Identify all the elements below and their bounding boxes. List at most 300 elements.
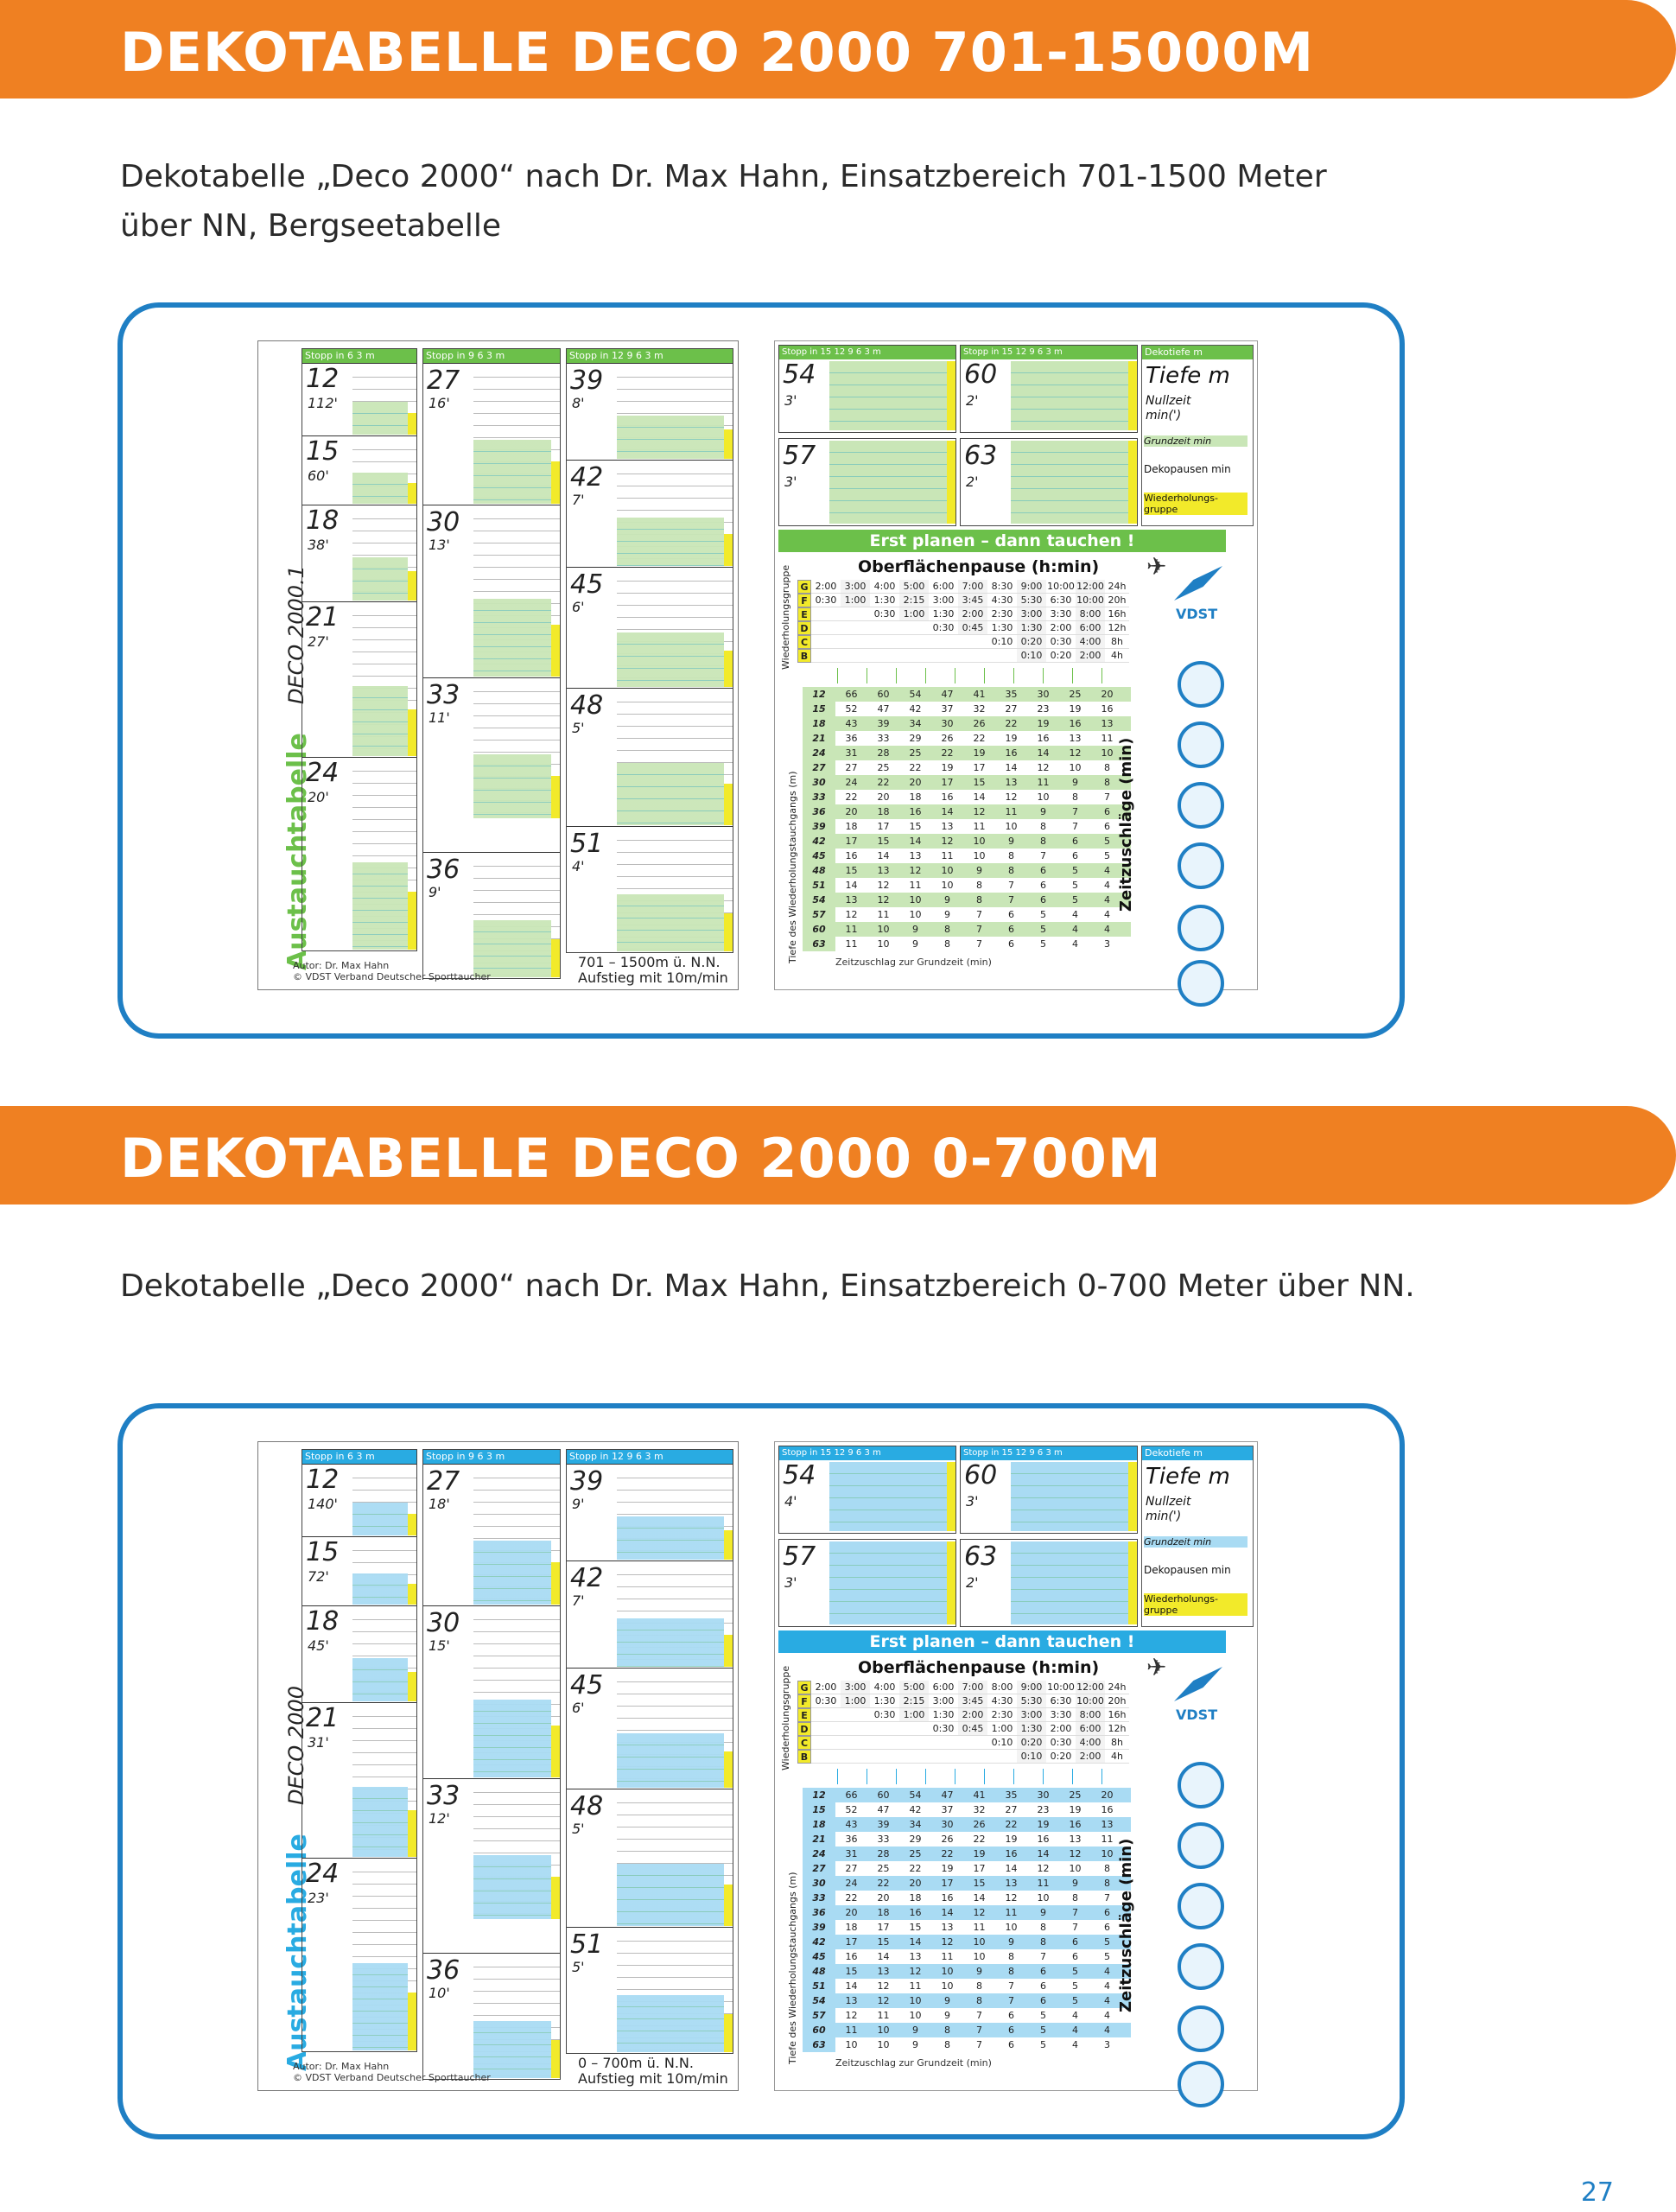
surface-time-cell: 1:30 (929, 607, 958, 621)
time-surcharge-cell: 60 (877, 689, 890, 700)
depth-block (567, 1464, 733, 1561)
surface-time-cell: 0:20 (1046, 1750, 1076, 1764)
time-surcharge-cell: 14 (909, 836, 922, 847)
time-surcharge-cell: 9 (1040, 806, 1046, 817)
depth-block (302, 435, 416, 505)
time-surcharge-cell: 19 (941, 762, 954, 773)
repeat-dive-table (803, 1788, 1131, 2052)
time-surcharge-cell: 39 (877, 718, 890, 729)
surface-time-cell: 2:15 (899, 594, 929, 607)
wings-logo-icon (1178, 2061, 1224, 2107)
altitude-range (578, 955, 728, 986)
arrow-line (1043, 668, 1044, 683)
depth-block (423, 1464, 560, 1606)
time-surcharge-cell: 16 (1069, 718, 1082, 729)
repeat-group-highlight (408, 1672, 416, 1701)
surface-time-cell (841, 621, 870, 635)
time-surcharge-cell: 30 (1037, 1789, 1050, 1801)
surface-time-cell (987, 649, 1017, 663)
no-deco-time: 60' (308, 467, 329, 484)
depth-value: 27 (427, 1466, 460, 1497)
repeat-depth-cell: 51 (803, 878, 835, 893)
repeat-depth-cell: 36 (803, 1905, 835, 1920)
time-surcharge-cell: 17 (845, 1936, 858, 1948)
time-surcharge-cell: 22 (941, 1848, 954, 1859)
time-surcharge-cell: 22 (973, 1834, 986, 1845)
time-surcharge-cell: 13 (909, 850, 922, 861)
surface-time-cell (811, 1750, 841, 1764)
vertical-table-subtitle: DECO 2000 (284, 1686, 308, 1805)
time-surcharge-cell: 9 (944, 894, 950, 906)
repeat-row (803, 687, 1131, 702)
deco-rows-fill (473, 440, 551, 504)
time-surcharge-cell: 42 (909, 703, 922, 715)
time-surcharge-cell: 18 (909, 1892, 922, 1904)
depth-value: 63 (964, 441, 998, 471)
time-surcharge-cell: 9 (944, 2010, 950, 2021)
section-2-heading: DEKOTABELLE DECO 2000 0-700M (120, 1127, 1162, 1190)
time-surcharge-cell: 28 (877, 1848, 890, 1859)
time-surcharge-cell: 12 (1069, 747, 1082, 759)
federation-logo-icon (1178, 1762, 1224, 1808)
surface-time-cell (811, 621, 841, 635)
no-deco-time: 16' (429, 395, 450, 411)
time-surcharge-cell: 12 (845, 909, 858, 920)
time-surcharge-cell: 10 (1069, 1863, 1082, 1874)
surface-time-cell: 0:20 (1046, 649, 1076, 663)
depth-block (423, 505, 560, 678)
surface-time-cell: 16h (1105, 1708, 1129, 1722)
deco-rows-fill (617, 894, 724, 951)
surface-row (797, 1681, 1153, 1694)
time-surcharge-cell: 4 (1104, 894, 1110, 906)
surface-time-cell (870, 635, 899, 649)
time-surcharge-cell: 30 (941, 1819, 954, 1830)
time-surcharge-cell: 8 (976, 1980, 982, 1992)
repeat-row (803, 819, 1131, 834)
copyright-line: © VDST Verband Deutscher Sporttaucher (293, 2072, 491, 2083)
repeat-group-highlight (408, 413, 416, 435)
deco-rows-fill (1011, 1462, 1128, 1531)
time-surcharge-cell: 19 (1005, 1834, 1018, 1845)
surface-time-cell: 1:30 (929, 1708, 958, 1722)
repeat-row (803, 716, 1131, 731)
repeat-group-highlight (408, 892, 416, 950)
surface-interval-table (797, 580, 1153, 663)
surface-interval-title: Oberflächenpause (h:min) (858, 1658, 1100, 1677)
stop-depth-header: Stopp in 12 9 6 3 m (567, 349, 733, 363)
time-surcharge-cell: 15 (909, 821, 922, 832)
time-surcharge-cell: 4 (1104, 2010, 1110, 2021)
section-2-description-line1: Dekotabelle „Deco 2000“ nach Dr. Max Hahn, Einsatzbereich 0-700 Meter über NN. (120, 1268, 1415, 1304)
no-deco-time: 5' (572, 720, 585, 736)
surface-time-cell: 3:30 (1046, 1708, 1076, 1722)
surface-time-cell: 8:00 (987, 1681, 1017, 1694)
mermaid-logo-icon (1178, 1943, 1224, 1990)
surface-time-cell: 3:30 (1046, 607, 1076, 621)
time-surcharge-cell: 9 (912, 2039, 918, 2050)
depth-block (302, 505, 416, 602)
surface-time-cell: 3:00 (929, 594, 958, 607)
no-deco-time: 2' (966, 392, 979, 409)
surface-time-cell: 0:10 (1017, 649, 1046, 663)
table-legend (1141, 345, 1254, 526)
time-surcharge-cell: 8 (1040, 821, 1046, 832)
time-surcharge-cell: 15 (877, 1936, 890, 1948)
time-surcharge-cell: 27 (1005, 703, 1018, 715)
surface-time-cell: 0:30 (929, 1722, 958, 1736)
surface-time-cell (841, 607, 870, 621)
depth-value: 12 (306, 364, 340, 394)
surface-time-cell: 4:00 (1076, 635, 1105, 649)
depth-value: 27 (427, 365, 460, 396)
repeat-row (803, 922, 1131, 937)
deco-rows-fill (829, 441, 947, 524)
time-surcharge-cell: 42 (909, 1804, 922, 1815)
time-surcharge-cell: 13 (909, 1951, 922, 1962)
surface-time-cell: 5:00 (899, 1681, 929, 1694)
time-surcharge-cell: 13 (1101, 1819, 1114, 1830)
deco-rows-fill (617, 1516, 724, 1560)
depth-value: 60 (964, 359, 998, 390)
surface-time-cell (929, 1750, 958, 1764)
deco-rows-fill (352, 473, 408, 504)
time-surcharge-cell: 5 (1104, 850, 1110, 861)
time-surcharge-cell: 5 (1040, 2024, 1046, 2036)
stop-depth-header: Stopp in 15 12 9 6 3 m (961, 346, 1137, 359)
group-letter: B (797, 649, 811, 663)
time-surcharge-cell: 18 (845, 821, 858, 832)
surface-time-cell: 8:30 (987, 580, 1017, 594)
repeat-depth-cell: 60 (803, 922, 835, 937)
deep-depth-block (778, 1446, 956, 1534)
surface-time-cell: 0:20 (1017, 635, 1046, 649)
deco-rows-fill (829, 1462, 947, 1531)
time-surcharge-cell: 16 (909, 1907, 922, 1918)
time-surcharge-cell: 7 (976, 924, 982, 935)
surface-time-cell: 3:00 (1017, 1708, 1046, 1722)
time-surcharge-cell: 8 (1008, 865, 1014, 876)
repeat-depth-cell: 39 (803, 819, 835, 834)
repeat-depth-axis: Tiefe des Wiederholungstauchgangs (m) (787, 771, 798, 963)
depth-value: 51 (570, 829, 604, 859)
surface-row (797, 1750, 1153, 1764)
time-surcharge-cell: 10 (1005, 821, 1018, 832)
time-surcharge-cell: 7 (1008, 1980, 1014, 1992)
section-1-description-line1: Dekotabelle „Deco 2000“ nach Dr. Max Hahn, Einsatzbereich 701-1500 Meter (120, 159, 1327, 194)
group-letter: F (797, 1694, 811, 1708)
time-surcharge-cell: 9 (912, 938, 918, 950)
repeat-group-column (947, 1541, 955, 1624)
time-surcharge-cell: 14 (1005, 1863, 1018, 1874)
time-surcharge-cell: 10 (941, 865, 954, 876)
depth-block (567, 1560, 733, 1669)
time-surcharge-cell: 9 (1072, 777, 1078, 788)
time-surcharge-cell: 11 (845, 938, 858, 950)
depth-value: 45 (570, 1670, 604, 1700)
surface-time-cell (870, 1722, 899, 1736)
legend-header: Dekotiefe m (1142, 346, 1253, 359)
time-surcharge-cell: 6 (1072, 1936, 1078, 1948)
time-surcharge-cell: 8 (976, 1995, 982, 2006)
time-surcharge-cell: 32 (973, 703, 986, 715)
time-surcharge-cell: 14 (909, 1936, 922, 1948)
time-surcharge-cell: 43 (845, 718, 858, 729)
surface-time-cell: 20h (1105, 594, 1129, 607)
page-number: 27 (1580, 2177, 1614, 2208)
time-surcharge-cell: 13 (845, 1995, 858, 2006)
time-surcharge-cell: 14 (1037, 747, 1050, 759)
repeat-group-highlight (724, 534, 733, 566)
surface-time-cell (899, 1736, 929, 1750)
time-surcharge-cell: 66 (845, 1789, 858, 1801)
surface-time-cell: 9:00 (1017, 580, 1046, 594)
repeat-row (803, 804, 1131, 819)
repeat-row (803, 731, 1131, 746)
time-surcharge-cell: 19 (1069, 703, 1082, 715)
barakuda-logo-icon (1178, 782, 1224, 829)
arrow-line (1013, 1769, 1014, 1784)
time-surcharge-cell: 37 (941, 703, 954, 715)
surface-time-cell: 4h (1105, 1750, 1129, 1764)
time-surcharge-cell: 15 (877, 836, 890, 847)
time-surcharge-cell: 12 (877, 1980, 890, 1992)
depth-column-2 (422, 1449, 561, 2080)
surface-time-cell: 0:30 (929, 621, 958, 635)
surface-time-cell (811, 1736, 841, 1750)
repeat-row (803, 1861, 1131, 1876)
time-surcharge-cell: 32 (973, 1804, 986, 1815)
repeat-group-highlight (408, 1993, 416, 2050)
deco-rows-fill (1011, 1541, 1128, 1624)
time-surcharge-cell: 20 (845, 1907, 858, 1918)
time-surcharge-cell: 16 (941, 791, 954, 803)
time-surcharge-cell: 22 (1005, 1819, 1018, 1830)
surface-time-cell (958, 1750, 987, 1764)
time-surcharge-cell: 22 (1005, 718, 1018, 729)
surface-time-cell (987, 1750, 1017, 1764)
deco-rows-fill (352, 1573, 408, 1605)
time-surcharge-cell: 33 (877, 733, 890, 744)
depth-value: 45 (570, 569, 604, 600)
time-surcharge-cell: 6 (1040, 1980, 1046, 1992)
depth-value: 30 (427, 507, 460, 537)
stop-depth-header: Stopp in 9 6 3 m (423, 1450, 560, 1464)
depth-block (567, 363, 733, 461)
section-2-banner (0, 1106, 1676, 1205)
repeat-depth-cell: 51 (803, 1979, 835, 1993)
depth-block (567, 826, 733, 953)
legend-nullzeit: Nullzeit (1146, 394, 1191, 408)
surface-time-cell: 1:30 (1017, 621, 1046, 635)
time-surcharge-cell: 14 (877, 1951, 890, 1962)
left-table-sheet (257, 1441, 739, 2091)
repeat-depth-cell: 30 (803, 775, 835, 790)
legend-grundzeit: Grundzeit min (1144, 435, 1247, 447)
time-surcharge-cell: 14 (973, 791, 986, 803)
time-surcharge-cell: 15 (909, 1922, 922, 1933)
depth-column-1 (302, 348, 417, 951)
surface-time-cell: 2:00 (811, 580, 841, 594)
repeat-row (803, 1905, 1131, 1920)
surface-time-cell: 7:00 (958, 580, 987, 594)
deco-rows-fill (473, 1855, 551, 1919)
surface-time-cell (958, 635, 987, 649)
depth-block (302, 757, 416, 951)
repeat-row (803, 863, 1131, 878)
time-surcharge-cell: 10 (1037, 1892, 1050, 1904)
time-surcharge-cell: 6 (1008, 909, 1014, 920)
repeat-group-highlight (724, 913, 733, 951)
time-surcharge-cell: 60 (877, 1789, 890, 1801)
surface-time-cell: 5:00 (899, 580, 929, 594)
surface-time-cell: 6:00 (929, 1681, 958, 1694)
time-surcharge-cell: 6 (1040, 865, 1046, 876)
repeat-row (803, 1817, 1131, 1832)
time-surcharge-cell: 18 (877, 806, 890, 817)
time-surcharge-cell: 14 (941, 1907, 954, 1918)
time-surcharge-cell: 19 (1005, 733, 1018, 744)
repeat-row (803, 1832, 1131, 1847)
time-surcharge-cell: 10 (1037, 791, 1050, 803)
surface-time-cell (811, 635, 841, 649)
no-deco-time: 3' (784, 392, 797, 409)
time-surcharge-cell: 11 (1037, 1878, 1050, 1889)
time-surcharge-cell: 15 (845, 1966, 858, 1977)
surface-time-cell: 3:00 (1017, 607, 1046, 621)
surface-time-cell (841, 1736, 870, 1750)
time-surcharge-cell: 8 (1008, 1966, 1014, 1977)
surface-row (797, 1736, 1153, 1750)
time-surcharge-cell: 47 (877, 703, 890, 715)
repeat-row (803, 849, 1131, 863)
time-surcharge-cell: 11 (1037, 777, 1050, 788)
surface-time-cell: 12:00 (1076, 1681, 1104, 1693)
depth-value: 21 (306, 1703, 340, 1733)
time-surcharge-cell: 22 (941, 747, 954, 759)
repeat-row (803, 1935, 1131, 1949)
stop-depth-header: Stopp in 6 3 m (302, 349, 416, 363)
time-surcharge-cell: 13 (1069, 733, 1082, 744)
time-surcharge-cell: 7 (1040, 850, 1046, 861)
repeat-depth-cell: 24 (803, 1847, 835, 1861)
time-surcharge-cell: 24 (845, 1878, 858, 1889)
stop-depth-header: Stopp in 15 12 9 6 3 m (961, 1446, 1137, 1460)
no-deco-time: 112' (308, 395, 338, 411)
time-surcharge-cell: 13 (845, 894, 858, 906)
time-surcharge-cell: 8 (1104, 1863, 1110, 1874)
repeat-depth-cell: 18 (803, 1817, 835, 1832)
time-surcharge-cell: 12 (941, 1936, 954, 1948)
surface-time-cell: 1:00 (899, 1708, 929, 1722)
time-surcharge-cell: 12 (1037, 762, 1050, 773)
time-surcharge-cell: 16 (1037, 1834, 1050, 1845)
surface-time-cell: 2:00 (958, 607, 987, 621)
repeat-depth-cell: 63 (803, 2037, 835, 2052)
deco-rows-fill (617, 416, 724, 459)
stop-depth-header: Stopp in 9 6 3 m (423, 349, 560, 363)
time-surcharge-cell: 10 (973, 836, 986, 847)
repeat-depth-cell: 12 (803, 1788, 835, 1802)
deco-rows-fill (617, 518, 724, 566)
time-surcharge-cell: 19 (1037, 718, 1050, 729)
airplane-icon: ✈ (1146, 1653, 1167, 1681)
time-surcharge-cell: 4 (1104, 924, 1110, 935)
time-surcharge-cell: 6 (1008, 2010, 1014, 2021)
time-surcharge-cell: 6 (1008, 2039, 1014, 2050)
legend-min: min(') (1146, 1510, 1182, 1523)
time-surcharge-cell: 7 (1072, 1922, 1078, 1933)
time-surcharge-cell: 16 (1101, 1804, 1114, 1815)
diver-logo-icon (1174, 1667, 1222, 1701)
depth-value: 36 (427, 855, 460, 885)
surface-time-cell: 6:00 (1076, 1722, 1105, 1736)
ascent-rate-line: Aufstieg mit 10m/min (578, 2070, 728, 2087)
time-surcharge-cell: 54 (909, 689, 922, 700)
vertical-table-title: Austauchtabelle (283, 733, 313, 970)
stop-depth-header: Stopp in 15 12 9 6 3 m (779, 346, 955, 359)
surface-time-cell: 2:00 (1046, 1722, 1076, 1736)
repeat-depth-cell: 60 (803, 2023, 835, 2037)
time-surcharge-cell: 27 (845, 1863, 858, 1874)
group-letter: G (797, 580, 811, 594)
surface-time-cell: 2:15 (899, 1694, 929, 1708)
surface-time-cell: 1:30 (870, 1694, 899, 1708)
section-1-description-line2: über NN, Bergseetabelle (120, 208, 502, 244)
section-1-banner (0, 0, 1676, 99)
altitude-range-line: 0 – 700m ü. N.N. (578, 2055, 694, 2071)
time-surcharge-cell: 8 (944, 2039, 950, 2050)
deco-rows-fill (352, 402, 408, 435)
surface-time-cell: 3:00 (841, 580, 870, 594)
surface-time-cell: 10:00 (1076, 1695, 1104, 1707)
depth-column-3 (566, 1449, 733, 2054)
depth-value: 30 (427, 1608, 460, 1638)
time-surcharge-cell: 10 (973, 1951, 986, 1962)
arrow-line (984, 668, 985, 683)
no-deco-time: 72' (308, 1568, 329, 1585)
depth-block (567, 567, 733, 689)
time-surcharge-cell: 12 (909, 865, 922, 876)
time-surcharge-cell: 5 (1072, 1980, 1078, 1992)
time-surcharge-cell: 6 (1040, 894, 1046, 906)
surface-time-cell: 0:10 (1017, 1750, 1046, 1764)
vdst-label: VDST (1176, 1707, 1218, 1723)
repeat-row (803, 760, 1131, 775)
slogan-bar: Erst planen – dann tauchen ! (778, 530, 1226, 552)
no-deco-time: 12' (429, 1810, 450, 1827)
time-surcharge-cell: 11 (973, 1922, 986, 1933)
depth-block (567, 688, 733, 827)
depth-block (567, 1789, 733, 1928)
surface-time-cell: 1:00 (841, 1694, 870, 1708)
repeat-group-column (1128, 1541, 1137, 1624)
time-surcharge-cell: 14 (973, 1892, 986, 1904)
repeat-depth-cell: 45 (803, 1949, 835, 1964)
surface-time-cell: 8h (1105, 1736, 1129, 1750)
deep-depth-block (960, 438, 1138, 526)
repeat-depth-cell: 21 (803, 731, 835, 746)
deco-rows-fill (352, 1963, 408, 2050)
time-surcharge-cell: 16 (1037, 733, 1050, 744)
time-surcharge-cell: 7 (1008, 894, 1014, 906)
repeat-depth-cell: 63 (803, 937, 835, 951)
depth-value: 48 (570, 690, 604, 721)
depth-block (302, 363, 416, 436)
time-surcharge-cell: 36 (845, 1834, 858, 1845)
surface-time-cell: 1:00 (899, 607, 929, 621)
repeat-group-column (1128, 361, 1137, 430)
